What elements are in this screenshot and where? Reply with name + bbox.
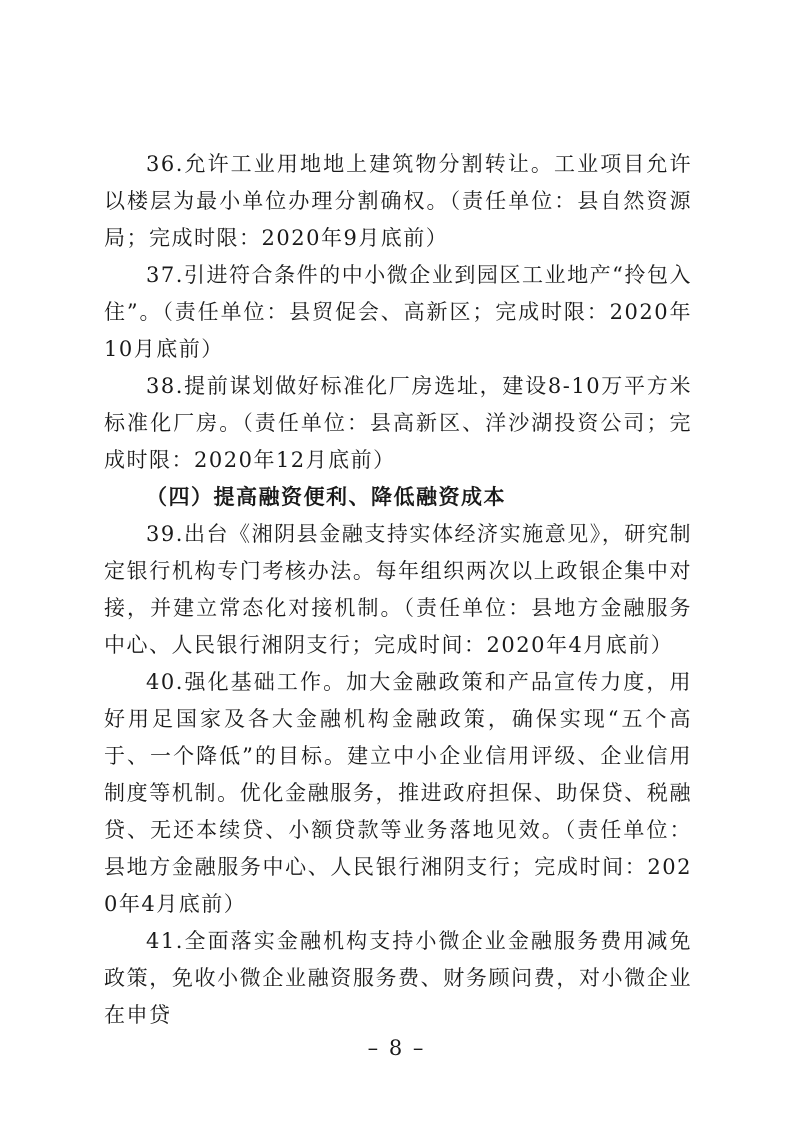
document-body xyxy=(104,146,692,1034)
paragraph-39: 39.出台《湘阴县金融支持实体经济实施意见》，研究制定银行机构专门考核办法。每年组织两次以上政银企集中对接，并建立常态化对接机制。（责任单位：县地方金融服务中心、人民银行湘阴支行；完成时间：2020年4月底前） xyxy=(104,522,692,657)
paragraph-41: 41.全面落实金融机构支持小微企业金融服务费用减免政策，免收小微企业融资服务费、财务顾问费，对小微企业在申贷 xyxy=(104,929,692,1027)
paragraph-37: 37.引进符合条件的中小微企业到园区工业地产“拎包入住”。（责任单位：县贸促会、高新区；完成时限：2020年10月底前） xyxy=(104,263,692,361)
paragraph-40: 40.强化基础工作。加大金融政策和产品宣传力度，用好用足国家及各大金融机构金融政策，确保实现“五个高于、一个降低”的目标。建立中小企业信用评级、企业信用制度等机制。优化金融服务，推进政府担保、助保贷、税融贷、无还本续贷、小额贷款等业务落地见效。（责任单位：县地方金融服务中心、人民银行湘阴支行；完成时间：2020年4月底前） xyxy=(104,670,692,916)
paragraph-38: 38.提前谋划做好标准化厂房选址，建设8-10万平方米标准化厂房。（责任单位：县高新区、洋沙湖投资公司；完成时限：2020年12月底前） xyxy=(104,374,692,472)
paragraph-36: 36.允许工业用地地上建筑物分割转让。工业项目允许以楼层为最小单位办理分割确权。（责任单位：县自然资源局；完成时限：2020年9月底前） xyxy=(104,152,692,250)
section-heading-4: （四）提高融资便利、降低融资成本 xyxy=(146,485,506,509)
page-number: – 8 – xyxy=(367,1036,426,1060)
